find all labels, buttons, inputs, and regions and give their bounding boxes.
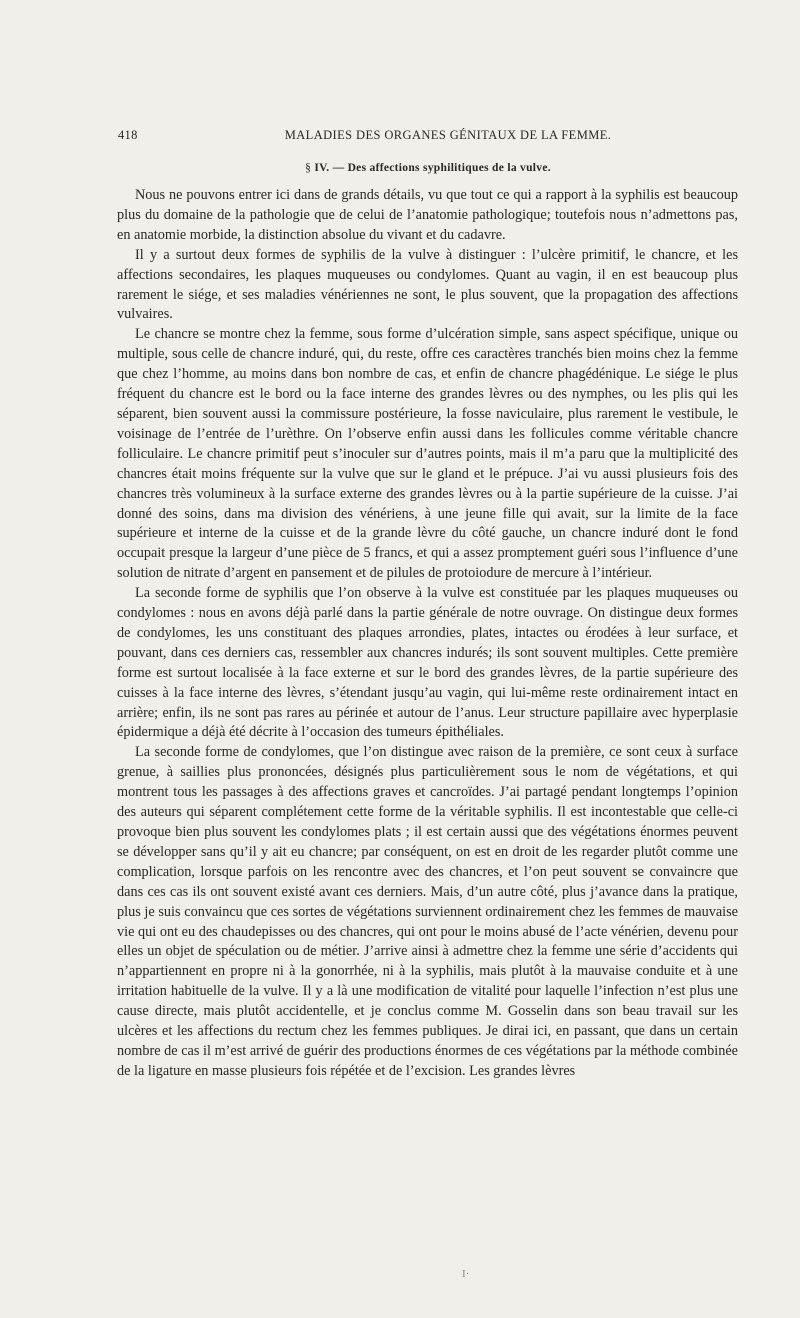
page-header bbox=[118, 128, 738, 148]
footer-mark: I· bbox=[462, 1268, 470, 1280]
section-number: IV. bbox=[314, 162, 330, 174]
section-title-text: Des affections syphilitiques de la vulve. bbox=[347, 162, 551, 174]
page-number: 418 bbox=[118, 128, 138, 142]
body-text bbox=[117, 186, 738, 1082]
paragraph: Nous ne pouvons entrer ici dans de grands détails, vu que tout ce qui a rapport à la syphilis est beaucoup plus du domaine de la pathologie que de celui de l’anatomie pathologique; toutefois nous n’admettons pas, en anatomie morbide, la distinction absolue du vivant et du cadavre. bbox=[117, 187, 738, 243]
paragraph: La seconde forme de condylomes, que l’on distingue avec raison de la première, ce sont ceux à surface grenue, à saillies plus prononcées, désignés plus particulièrement sous le nom de végétations, et qui montrent tous les passages à des affections graves et cancroïdes. J’ai partagé pendant longtemps l’opinion des auteurs qui séparent complétement cette forme de la véritable syphilis. Il est incontestable que celle-ci provoque bien plus souvent les condylomes plats ; il est certain aussi que des végétations énormes peuvent se développer sans qu’il y ait eu chancre; par conséquent, on est en droit de les regarder plutôt comme une complication, lorsque parfois on les rencontre avec des chancres, et l’on peut souvent se convaincre que dans ces cas ils ont souvent existé avant ces derniers. Mais, d’un autre côté, plus j’avance dans la pratique, plus je suis convaincu que ces sortes de végétations surviennent ordinairement chez les femmes de mauvaise vie qui ont eu des chaudepisses ou des chancres, qui ont pour le moins abusé de l’acte vénérien, devenu pour elles un objet de spéculation ou de métier. J’arrive ainsi à admettre chez la femme une série d’accidents qui n’appartiennent en propre ni à la gonorrhée, ni à la syphilis, mais plutôt à la mauvaise conduite et à une irritation habituelle de la vulve. Il y a là une modification de vitalité pour laquelle l’infection n’est plus une cause directe, mais plutôt accidentelle, et je conclus comme M. Gosselin dans son beau travail sur les ulcères et les affections du rectum chez les femmes publiques. Je dirai ici, en passant, que dans un certain nombre de cas il m’est arrivé de guérir des productions énormes de ces végétations par la méthode combinée de la ligature en masse plusieurs fois répétée et de l’excision. Les grandes lèvres bbox=[117, 744, 738, 1079]
section-sign: § bbox=[305, 162, 312, 174]
paragraph: La seconde forme de syphilis que l’on observe à la vulve est constituée par les plaques muqueuses ou condylomes : nous en avons déjà parlé dans la partie générale de notre ouvrage. On distingue deux formes de condylomes, les uns constituant des plaques arrondies, plates, intactes ou érodées à leur surface, et pouvant, dans ces derniers cas, ressembler aux chancres indurés; ils sont souvent multiples. Cette première forme est surtout localisée à la face externe et sur le bord des grandes lèvres, de la partie supérieure des cuisses à la face interne des lèvres, s’étendant jusqu’au vagin, qui lui-même reste ordinairement intact en arrière; enfin, ils ne sont pas rares au périnée et autour de l’anus. Leur structure papillaire avec hyperplasie épidermique a déjà été décrite à l’occasion des tumeurs épithéliales. bbox=[117, 585, 738, 741]
section-dash: — bbox=[332, 162, 345, 174]
paragraph: Le chancre se montre chez la femme, sous forme d’ulcération simple, sans aspect spécifique, unique ou multiple, sous celle de chancre induré, qui, du reste, offre ces caractères tranchés bien moins chez la femme que chez l’homme, au moins dans bon nombre de cas, et enfin de chancre phagédénique. Le siége le plus fréquent du chancre est le bord ou la face interne des grandes lèvres ou des nymphes, ou les plis qui les séparent, bien souvent aussi la commissure postérieure, la fosse naviculaire, plus rarement le vestibule, le voisinage de l’entrée de l’urèthre. On l’observe enfin aussi dans les follicules comme véritable chancre folliculaire. Le chancre primitif peut s’inoculer sur d’autres points, mais il m’a paru que la multiplicité des chancres était moins fréquente sur la vulve que sur le gland et le prépuce. J’ai vu aussi plusieurs fois des chancres très volumineux à la surface externe des grandes lèvres ou à la partie supérieure de la cuisse. J’ai donné des soins, dans ma division des vénériens, à une jeune fille qui avait, sur la limite de la face supérieure et interne de la cuisse et de la grande lèvre du côté gauche, un chancre induré dont le fond occupait presque la largeur d’une pièce de 5 francs, et qui a assez promptement guéri sous l’influence d’une solution de nitrate d’argent en pansement et de pilules de protoiodure de mercure à l’intérieur. bbox=[117, 326, 738, 582]
section-heading bbox=[118, 162, 738, 174]
running-head: MALADIES DES ORGANES GÉNITAUX DE LA FEMME. bbox=[284, 128, 612, 142]
paragraph: Il y a surtout deux formes de syphilis de la vulve à distinguer : l’ulcère primitif, le chancre, et les affections secondaires, les plaques muqueuses ou condylomes. Quant au vagin, il en est beaucoup plus rarement le siége, et ses maladies vénériennes ne sont, le plus souvent, que la propagation des affections vulvaires. bbox=[117, 246, 738, 323]
